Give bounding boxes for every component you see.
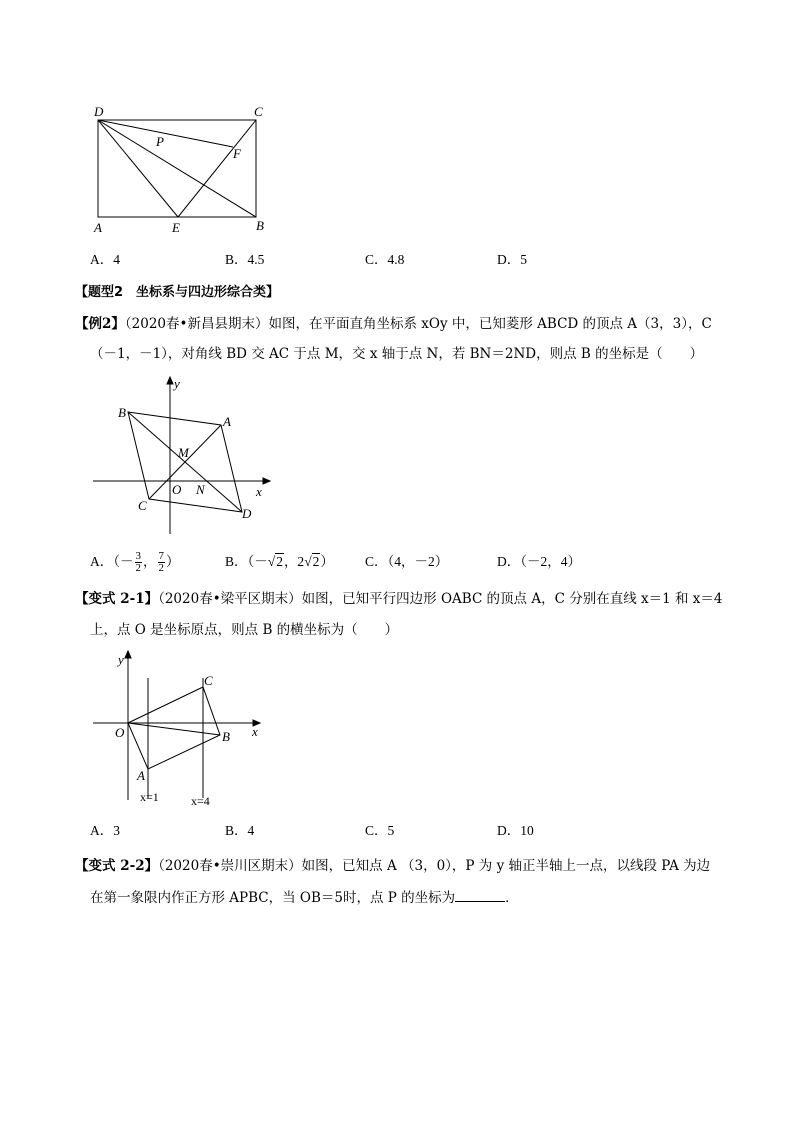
label-C: C [138, 498, 147, 513]
variation21-text-line2: 上，点 O 是坐标原点，则点 B 的横坐标为（ ） [90, 622, 399, 638]
axis-x-label: x [256, 484, 262, 499]
section-title: 【题型2 坐标系与四边形综合类】 [75, 285, 280, 300]
fraction-3-2: $\frac{3}{2}$ [135, 550, 141, 575]
sqrt-symbol: √ [267, 554, 276, 569]
ex2-option-b: B．（－√2，2√2） [225, 554, 334, 569]
q1-option-d: D．5 [497, 252, 527, 267]
label-P: P [156, 134, 164, 149]
label-M: M [178, 445, 189, 460]
q1-option-a: A．4 [90, 252, 120, 267]
variation22-text-line1: （2020春•崇川区期末）如图，已知点 A （3，0），P 为 y 轴正半轴上一点，以线段 PA 为边 [158, 858, 711, 874]
axis-x-label: x [252, 724, 258, 739]
label-A: A [137, 768, 145, 783]
label-x1: x=1 [140, 790, 159, 804]
label-A: A [223, 414, 231, 429]
label-C: C [204, 673, 213, 688]
label-B: B [256, 218, 264, 233]
label-F: F [233, 146, 241, 161]
var21-option-b: B．4 [225, 823, 255, 838]
ex2-option-d: D．（－2，4） [497, 554, 581, 569]
label-A: A [94, 220, 102, 235]
var21-option-d: D．10 [497, 823, 534, 838]
example2-text-line1: （2020春•新昌县期末）如图，在平面直角坐标系 xOy 中，已知菱形 ABCD 的顶点 A（3，3），C [124, 316, 712, 332]
var21-option-c: C．5 [365, 823, 395, 838]
ex2-option-c: C．（4，－2） [365, 554, 449, 569]
label-E: E [172, 220, 180, 235]
fraction-7-2: $\frac{7}{2}$ [158, 550, 164, 575]
label-C: C [254, 104, 263, 119]
axis-y-label: y [174, 376, 180, 391]
axis-y-label: y [118, 652, 124, 667]
variation21-text-line1: （2020春•梁平区期末）如图，已知平行四边形 OABC 的顶点 A，C 分别在直线 x＝1 和 x＝4 [158, 591, 723, 607]
label-N: N [196, 482, 205, 497]
label-x4: x=4 [191, 794, 210, 808]
variation22-line1 [75, 856, 710, 876]
label-O: O [115, 725, 125, 740]
label-O: O [172, 482, 182, 497]
variation21-tag: 【变式 2-1】 [75, 591, 159, 607]
ex2-option-a: A．（－ $\frac{3}{2}$ ， $\frac{7}{2}$ ） [90, 550, 180, 575]
variation22-text-line2: 在第一象限内作正方形 APBC，当 OB＝5时，点 P 的坐标为 [90, 890, 456, 906]
rectangle-figure [88, 100, 278, 238]
label-B: B [118, 405, 126, 420]
var21-option-a: A．3 [90, 823, 120, 838]
label-D: D [94, 104, 104, 119]
sqrt-symbol: √ [304, 554, 312, 569]
variation21-line1 [75, 589, 723, 609]
variation22-tag: 【变式 2-2】 [75, 858, 159, 874]
parallelogram-figure [88, 648, 278, 808]
label-D: D [242, 506, 252, 521]
label-B: B [222, 729, 230, 744]
example2-line1 [75, 314, 712, 334]
rhombus-figure [88, 372, 278, 542]
example2-text-line2: （－1，－1），对角线 BD 交 AC 于点 M，交 x 轴于点 N，若 BN＝2ND，则点 B 的坐标是（ ） [90, 346, 704, 362]
example2-tag: 【例2】 [75, 316, 125, 332]
q1-option-c: C．4.8 [365, 252, 405, 267]
answer-blank[interactable] [455, 887, 505, 902]
variation22-line2: 在第一象限内作正方形 APBC，当 OB＝5时，点 P 的坐标为 ． [90, 887, 519, 908]
q1-option-b: B．4.5 [225, 252, 265, 267]
